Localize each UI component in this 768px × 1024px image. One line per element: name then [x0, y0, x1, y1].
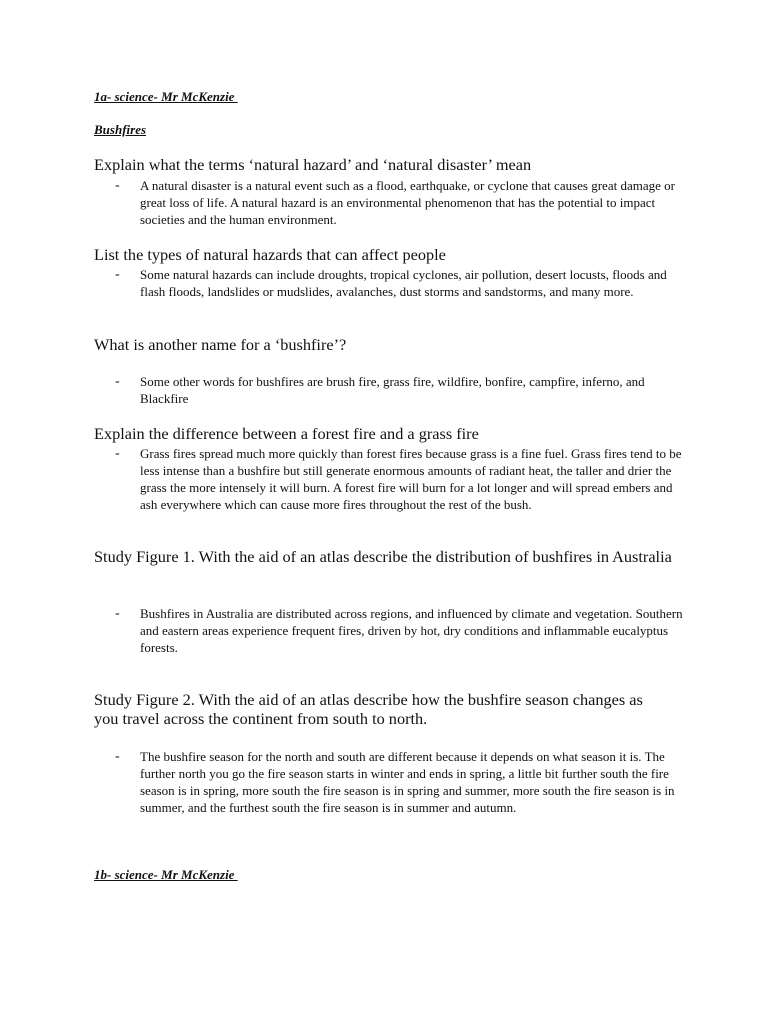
page-subtitle: Bushfires — [94, 122, 147, 137]
bullet-dash: - — [115, 749, 120, 764]
question-5: Study Figure 1. With the aid of an atlas describe the distribution of bushfires in Australia — [94, 547, 672, 566]
answer-5: Bushfires in Australia are distributed across regions, and influenced by climate and vegetation. Southern and eastern areas experience frequent fires, driven by hot, dry conditions and inflammable eucalyptus forests. — [140, 606, 683, 655]
answer-1: A natural disaster is a natural event such as a flood, earthquake, or cyclone that causes great damage or great loss of life. A natural hazard is an environmental phenomenon that has the potential to impact societies and the human environment. — [140, 178, 675, 227]
question-3: What is another name for a ‘bushfire’? — [94, 335, 347, 354]
answer-3: Some other words for bushfires are brush fire, grass fire, wildfire, bonfire, campfire, inferno, and Blackfire — [140, 374, 645, 406]
bullet-dash: - — [115, 446, 120, 461]
bullet-dash: - — [115, 606, 120, 621]
question-1: Explain what the terms ‘natural hazard’ and ‘natural disaster’ mean — [94, 155, 532, 174]
question-4: Explain the difference between a forest fire and a grass fire — [94, 424, 479, 443]
header-1b: 1b- science- Mr McKenzie — [94, 867, 238, 882]
question-6: Study Figure 2. With the aid of an atlas describe how the bushfire season changes as you travel across the continent from south to north. — [94, 690, 643, 728]
bullet-dash: - — [115, 178, 120, 193]
answer-4: Grass fires spread much more quickly than forest fires because grass is a fine fuel. Grass fires tend to be less intense than a bushfire but still generate enormous amounts of radiant heat, the taller and drier the grass the more intensely it will burn. A forest fire will burn for a lot longer and will spread embers and ash everywhere which can cause more fires throughout the rest of the bush. — [140, 446, 682, 512]
header-1a: 1a- science- Mr McKenzie — [94, 89, 238, 104]
bullet-dash: - — [115, 374, 120, 389]
question-2: List the types of natural hazards that can affect people — [94, 245, 446, 264]
answer-2: Some natural hazards can include droughts, tropical cyclones, air pollution, desert locusts, floods and flash floods, landslides or mudslides, avalanches, dust storms and sandstorms, and many more. — [140, 267, 667, 299]
bullet-dash: - — [115, 267, 120, 282]
answer-6: The bushfire season for the north and south are different because it depends on what season it is. The further north you go the fire season starts in winter and ends in spring, a little bit further south the fire season is in spring, more south the fire season is in spring and summer, more south the fire season is in summer, and the furthest south the fire season is in summer and autumn. — [140, 749, 675, 815]
